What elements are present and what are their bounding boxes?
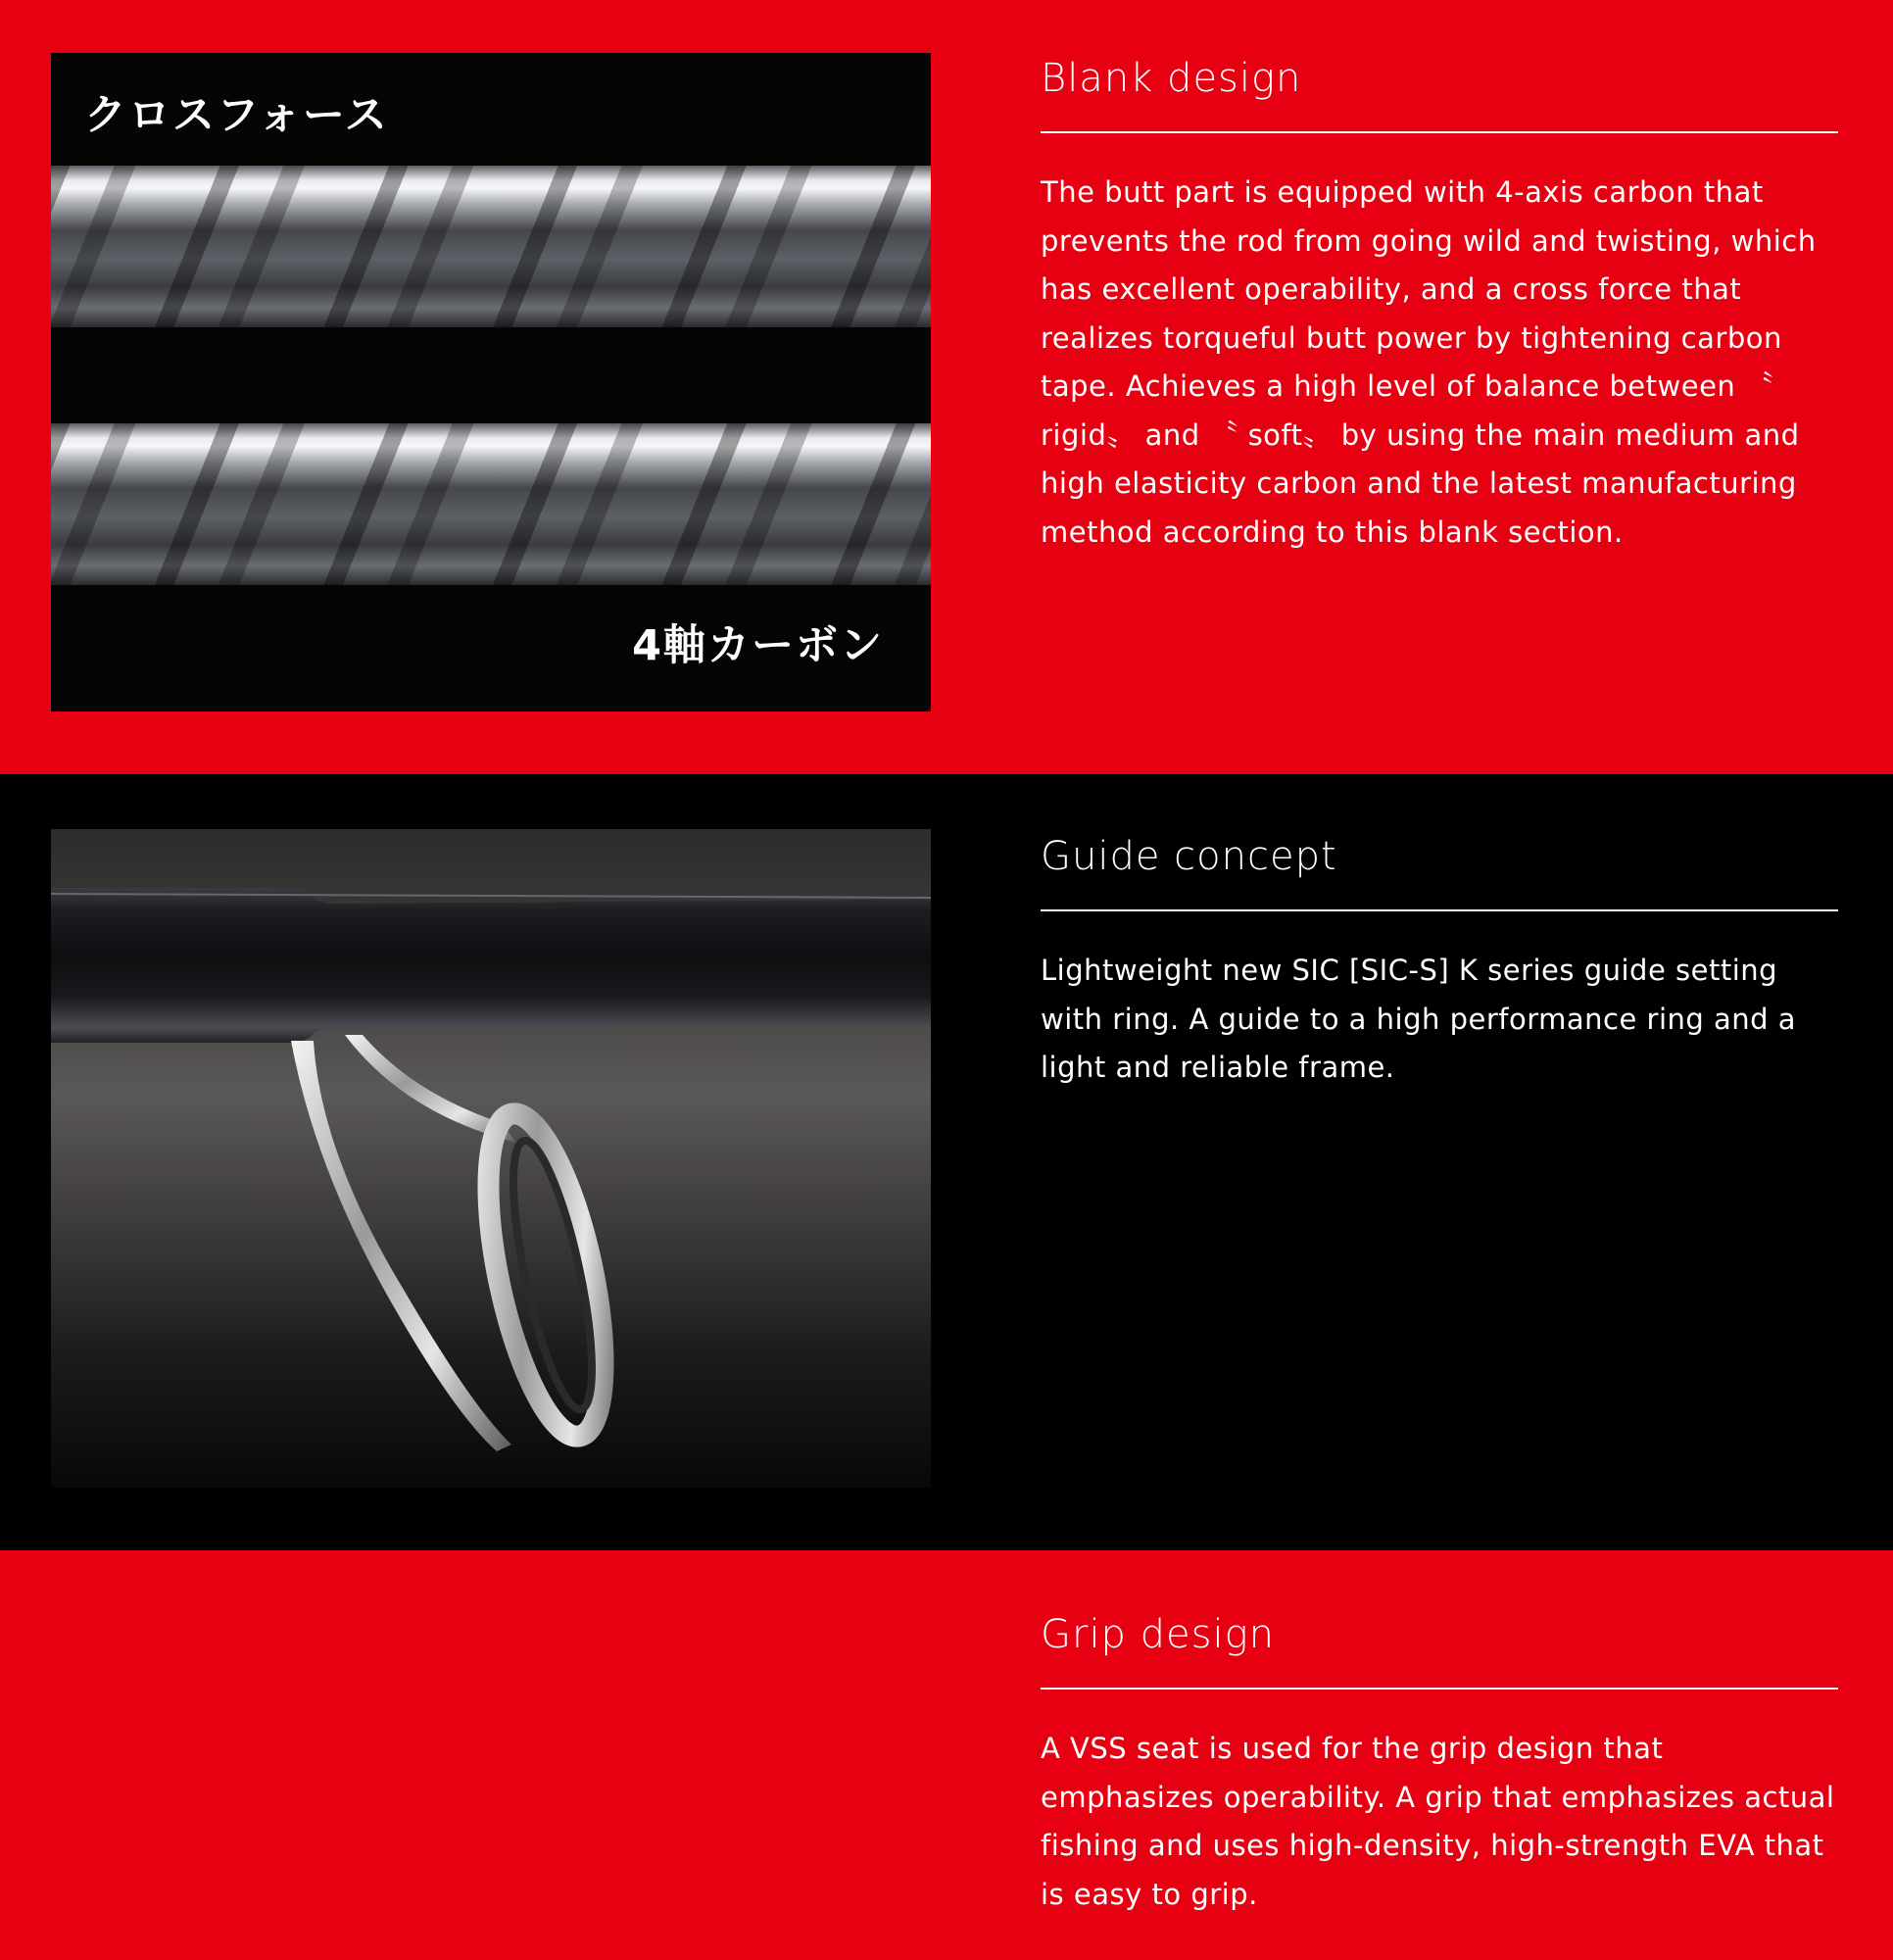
blank-design-divider xyxy=(1041,131,1838,133)
grip-design-divider xyxy=(1041,1688,1838,1690)
guide-concept-text xyxy=(1041,834,1838,1093)
grip-design-text xyxy=(1041,1612,1838,1919)
blank-design-heading: Blank design xyxy=(1041,56,1302,101)
grip-design-heading: Grip design xyxy=(1041,1612,1275,1657)
blank-design-text xyxy=(1041,56,1838,557)
four-axis-carbon-rod-image xyxy=(51,423,931,585)
cross-force-label: クロスフォース xyxy=(84,91,389,140)
grip-design-body: A VSS seat is used for the grip design that emphasizes operability. A grip that emphasizes actual fishing and uses high-density, high-strength EVA that is easy to grip. xyxy=(1041,1732,1835,1911)
guide-concept-section xyxy=(0,774,1893,1550)
cross-force-rod-image xyxy=(51,166,931,327)
guide-concept-body: Lightweight new SIC [SIC-S] K series guide setting with ring. A guide to a high performance ring and a light and reliable frame. xyxy=(1041,954,1797,1084)
guide-concept-heading: Guide concept xyxy=(1041,834,1337,879)
rod-guide-illustration xyxy=(51,829,931,1488)
four-axis-carbon-label: 4軸カーボン xyxy=(632,621,884,670)
guide-photo xyxy=(51,829,931,1488)
blank-design-body: The butt part is equipped with 4-axis carbon that prevents the rod from going wild and twisting, which has excellent operability, and a cross force that realizes torqueful butt power by tightening carbon tape. Achieves a high level of balance between 〝 rigid〟 and 〝 soft〟 by using the main medium and high elasticity carbon and the latest manufacturing method according to this blank section. xyxy=(1041,175,1817,549)
grip-design-section xyxy=(0,1550,1893,1960)
blank-design-section xyxy=(0,0,1893,774)
guide-concept-divider xyxy=(1041,909,1838,911)
blank-carbon-photo xyxy=(51,53,931,711)
